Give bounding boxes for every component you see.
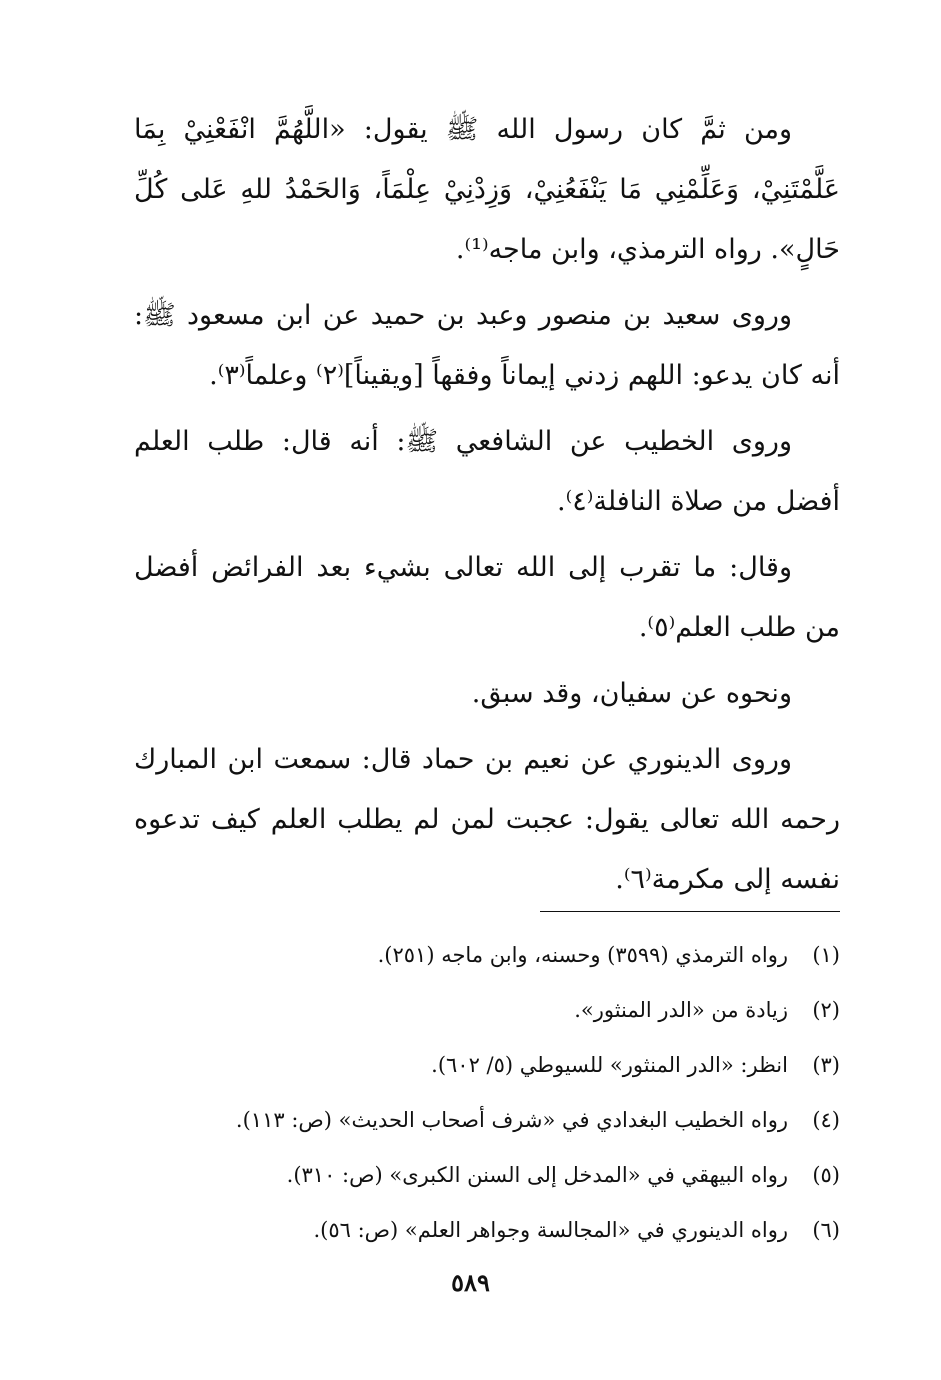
paragraph-2-text: وروى سعيد بن منصور وعبد بن حميد عن ابن مسعود ﷺ: أنه كان يدعو: اللهم زدني إيماناً وفقهاً [ويقيناً]⁽٢⁾ وعلماً⁽٣⁾. (134, 300, 840, 391)
footnote-text: رواه الخطيب البغدادي في «شرف أصحاب الحديث» (ص: ١١٣). (235, 1108, 788, 1132)
footnote-number: (٥) (812, 1163, 840, 1187)
footnote-number: (١) (812, 943, 840, 967)
paragraph-6-text: وروى الدينوري عن نعيم بن حماد قال: سمعت ابن المبارك رحمه الله تعالى يقول: عجبت لمن لم يطلب العلم كيف تدعوه نفسه إلى مكرمة⁽٦⁾. (134, 744, 840, 895)
main-text (134, 100, 840, 910)
footnote-separator (540, 911, 840, 912)
paragraph-1 (134, 100, 840, 280)
footnote-number: (٦) (812, 1218, 840, 1242)
paragraph-5 (134, 664, 840, 724)
footnote-text: رواه الترمذي (٣٥٩٩) وحسنه، وابن ماجه (٢٥١). (377, 943, 788, 967)
footnote-1 (134, 928, 840, 983)
footnote-3 (134, 1038, 840, 1093)
footnote-text: رواه البيهقي في «المدخل إلى السنن الكبرى» (ص: ٣١٠). (286, 1163, 788, 1187)
footnote-6 (134, 1203, 840, 1258)
paragraph-3 (134, 412, 840, 532)
footnote-number: (٢) (812, 998, 840, 1022)
footnote-text: انظر: «الدر المنثور» للسيوطي (٥/ ٦٠٢). (431, 1053, 788, 1077)
footnote-text: زيادة من «الدر المنثور». (574, 998, 788, 1022)
footnote-number: (٣) (812, 1053, 840, 1077)
footnote-2 (134, 983, 840, 1038)
paragraph-2 (134, 286, 840, 406)
paragraph-5-text: ونحوه عن سفيان، وقد سبق. (471, 678, 792, 709)
footnote-4 (134, 1093, 840, 1148)
footnote-text: رواه الدينوري في «المجالسة وجواهر العلم» (ص: ٥٦). (313, 1218, 788, 1242)
footnotes (134, 928, 840, 1258)
paragraph-3-text: وروى الخطيب عن الشافعي ﷺ: أنه قال: طلب العلم أفضل من صلاة النافلة⁽٤⁾. (134, 426, 840, 517)
footnote-number: (٤) (812, 1108, 840, 1132)
footnote-5 (134, 1148, 840, 1203)
paragraph-1-text: ومن ثمَّ كان رسول الله ﷺ يقول: «اللَّهُمَّ انْفَعْنِيْ بِمَا عَلَّمْتَنِيْ، وَعَلِّمْنِي مَا يَنْفَعُنِيْ، وَزِدْنِيْ عِلْمَاً، وَالحَمْدُ للهِ عَلى كُلِّ حَالٍ». رواه الترمذي، وابن ماجه⁽¹⁾. (134, 114, 840, 265)
paragraph-6 (134, 730, 840, 910)
paragraph-4-text: وقال: ما تقرب إلى الله تعالى بشيء بعد الفرائض أفضل من طلب العلم⁽٥⁾. (134, 552, 840, 643)
paragraph-4 (134, 538, 840, 658)
page-number: ٥٨٩ (451, 1268, 490, 1297)
